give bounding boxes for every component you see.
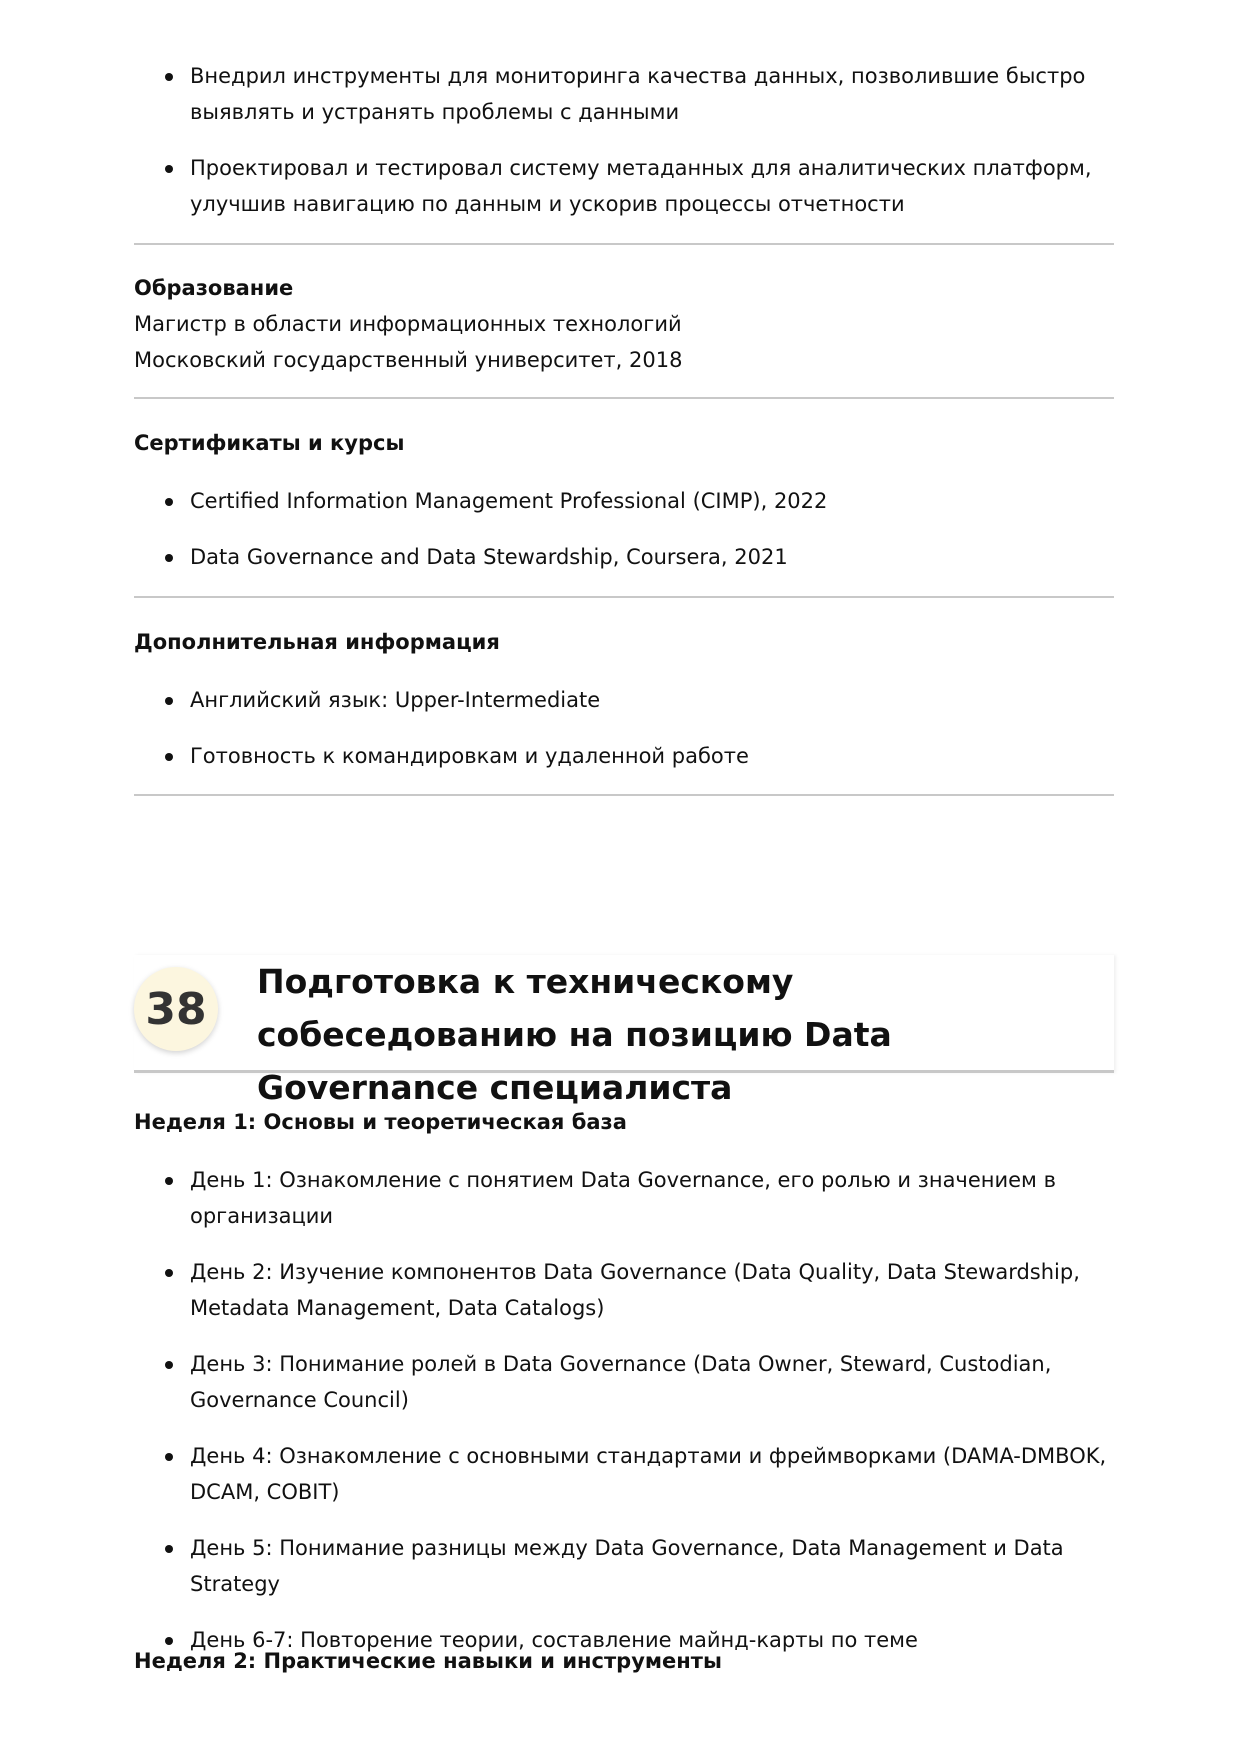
chapter-title: Подготовка к техническому собеседованию на позицию Data Governance специалиста <box>257 962 892 1107</box>
certificates-title: Сертификаты и курсы <box>134 431 405 455</box>
list-item: Проектировал и тестировал систему метаданных для аналитических платформ, улучшив навигацию по данным и ускорив процессы отчетности <box>190 150 1170 222</box>
certificates-section <box>134 425 1114 597</box>
divider <box>134 1070 1114 1073</box>
list-item: День 6-7: Повторение теории, составление майнд-карты по теме <box>190 1622 1114 1658</box>
bullet-icon <box>165 753 173 761</box>
divider <box>134 243 1114 245</box>
divider <box>134 397 1114 399</box>
education-section <box>134 270 1114 378</box>
week1-title: Неделя 1: Основы и теоретическая база <box>134 1110 627 1134</box>
bullet-icon <box>165 73 173 81</box>
education-university: Московский государственный университет, 2018 <box>134 348 683 372</box>
list-item: Data Governance and Data Stewardship, Coursera, 2021 <box>190 539 1114 575</box>
list-item: День 3: Понимание ролей в Data Governance (Data Owner, Steward, Custodian, Governance Council) <box>190 1346 1114 1418</box>
list-item: День 1: Ознакомление с понятием Data Governance, его ролью и значением в организации <box>190 1162 1114 1234</box>
divider <box>134 794 1114 796</box>
list-item: Внедрил инструменты для мониторинга качества данных, позволившие быстро выявлять и устранять проблемы с данными <box>190 58 1170 130</box>
additional-list <box>134 682 1114 774</box>
week2-title: Неделя 2: Практические навыки и инструменты <box>134 1649 722 1673</box>
additional-title: Дополнительная информация <box>134 630 500 654</box>
chapter-header <box>134 955 1114 1107</box>
bullet-icon <box>165 697 173 705</box>
additional-section <box>134 624 1114 796</box>
list-item: День 2: Изучение компонентов Data Governance (Data Quality, Data Stewardship, Metadata Management, Data Catalogs) <box>190 1254 1114 1326</box>
list-item: Готовность к командировкам и удаленной работе <box>190 738 1114 774</box>
divider <box>134 596 1114 598</box>
bullet-icon <box>165 1361 173 1369</box>
list-item: Certified Information Management Professional (CIMP), 2022 <box>190 483 1114 519</box>
chapter-number-badge: 38 <box>134 967 218 1051</box>
list-item: День 4: Ознакомление с основными стандартами и фреймворками (DAMA-DMBOK, DCAM, COBIT) <box>190 1438 1114 1510</box>
bullet-icon <box>165 1269 173 1277</box>
education-degree: Магистр в области информационных технологий <box>134 312 682 336</box>
bullet-icon <box>165 1453 173 1461</box>
bullet-icon <box>165 1177 173 1185</box>
certificates-list <box>134 483 1114 575</box>
bullet-icon <box>165 1545 173 1553</box>
list-item: Английский язык: Upper-Intermediate <box>190 682 1114 718</box>
bullet-icon <box>165 498 173 506</box>
experience-bullets <box>134 58 1170 244</box>
education-title: Образование <box>134 276 294 300</box>
bullet-icon <box>165 554 173 562</box>
week1-section <box>134 1104 1114 1680</box>
bullet-icon <box>165 165 173 173</box>
week1-list <box>134 1162 1114 1658</box>
list-item: День 5: Понимание разницы между Data Governance, Data Management и Data Strategy <box>190 1530 1114 1602</box>
